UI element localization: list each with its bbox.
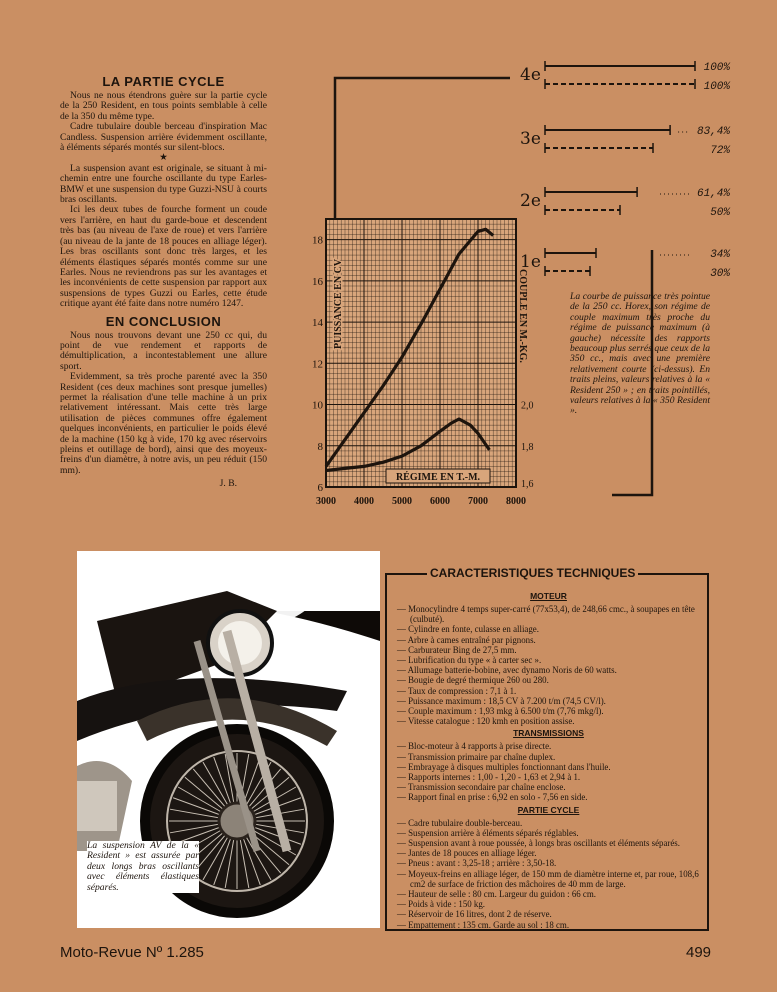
x-tick-label: 4000 [354, 496, 374, 507]
y2-tick-label: 1,8 [521, 441, 534, 453]
section-title-conclusion: EN CONCLUSION [105, 313, 222, 329]
y-axis-label: PUISSANCE EN CV [333, 258, 344, 349]
footer-magazine-issue: Moto-Revue Nº 1.285 [60, 944, 204, 961]
y-tick-label: 10 [312, 399, 323, 412]
spec-item: — Cylindre en fonte, culasse en alliage. [397, 624, 700, 634]
dashed-ratio-label: 30% [710, 268, 730, 280]
solid-ratio-label: 83,4% [696, 126, 730, 138]
gear-label: 3e [520, 129, 541, 149]
specs-cycle-heading: PARTIE CYCLE [517, 804, 580, 815]
footer-page-number: 499 [686, 944, 712, 961]
article-column [60, 74, 267, 489]
spec-item: — Monocylindre 4 temps super-carré (77x53,4), de 248,66 cmc., à soupapes en tête (culbuté). [397, 604, 700, 624]
spec-item: — Vitesse catalogue : 120 kmh en position assise. [397, 716, 700, 726]
chart-caption: La courbe de puissance très pointue de la 250 cc. Horex, son régime de couple maximum très proche du régime de puissance maximum (à gauche) nécessite des rapports beaucoup plus serrés que ceux de la 350 cc., mais avec une première relativement courte (ci-dessus). En traits pleins, valeurs relatives à la « Resident 250 » ; en traits pointillés, valeurs relatives à la « 350 Resident ». [570, 291, 710, 417]
spec-item: — Poids à vide : 150 kg. [397, 899, 700, 909]
spec-item: — Pneus : avant : 3,25-18 ; arrière : 3,50-18. [397, 858, 700, 868]
x-tick-label: 8000 [506, 496, 526, 507]
gear-label: 2e [520, 191, 541, 211]
author-signature: J. B. [219, 478, 237, 490]
x-tick-label: 7000 [468, 496, 488, 507]
motorcycle-photo [77, 551, 380, 928]
spec-item: — Couple maximum : 1,93 mkg à 6.500 t/m (7,76 mkg/l). [397, 706, 700, 716]
spec-item: — Carburateur Bing de 27,5 mm. [397, 645, 700, 655]
gear-ratio-diagram [330, 50, 750, 500]
spec-item: — Empattement : 135 cm. Garde au sol : 18 cm. [397, 920, 700, 930]
spec-item: — Réservoir de 16 litres, dont 2 de réserve. [397, 909, 700, 919]
spec-item: — Bougie de degré thermique 260 ou 280. [397, 675, 700, 685]
spec-item: — Taux de compression : 7,1 à 1. [397, 686, 700, 696]
paragraph: Ici les deux tubes de fourche forment un coude vers l'arrière, en haut du garde-boue et descendent très bas (au niveau de l'axe de roue) et vers l'arrière (au niveau de la jante de 18 pouces en alliage léger). Les bras oscillants sont donc très larges, et les éléments élastiques séparés montés comme sur une Earles. Nous ne reviendrons pas sur les avantages et les inconvénients de cette suspension par rapport aux suspensions de types Guzzi ou Earles, cette étude critique ayant été faite dans notre numéro 1247. [60, 204, 267, 310]
bracket-line [335, 78, 510, 220]
y2-tick-label: 2,0 [521, 400, 534, 412]
spec-item: — Suspension arrière à éléments séparés réglables. [397, 828, 700, 838]
y-tick-label: 18 [312, 234, 323, 247]
specs-moteur-heading: MOTEUR [530, 591, 567, 601]
gear-label: 4e [520, 65, 541, 85]
x-tick-label: 3000 [316, 496, 336, 507]
dashed-ratio-label: 50% [710, 207, 730, 219]
x-tick-label: 5000 [392, 496, 412, 507]
specs-trans-heading: TRANSMISSIONS [513, 728, 584, 739]
specs-box [385, 566, 709, 931]
x-tick-label: 6000 [430, 496, 450, 507]
dashed-ratio-label: 100% [703, 81, 730, 93]
paragraph: ★ [159, 152, 168, 164]
spec-item: — Lubrification du type « à carter sec ». [397, 655, 700, 665]
spec-item: — Rapports internes : 1,00 - 1,20 - 1,63 et 2,94 à 1. [397, 772, 700, 782]
spec-item: — Jantes de 18 pouces en alliage léger. [397, 848, 700, 858]
spec-item: — Arbre à cames entraîné par pignons. [397, 635, 700, 645]
paragraph: Cadre tubulaire double berceau d'inspiration Mac Candless. Suspension arrière évidemment oscillante, à éléments séparés montés sur silent-blocs. [60, 121, 267, 154]
spec-item: — Hauteur de selle : 80 cm. Largeur du guidon : 66 cm. [397, 889, 700, 899]
x-axis-label: RÉGIME EN T.-M. [395, 472, 481, 483]
spec-item: — Moyeux-freins en alliage léger, de 150 mm de diamètre interne et, par roue, 108,6 cm2 de surface de friction des mâchoires de 40 mm de large. [397, 869, 700, 889]
partie-cycle-text [60, 91, 267, 310]
spec-item: — Puissance maximum : 18,5 CV à 7.200 t/m (74,5 CV/l). [397, 696, 700, 706]
y-tick-label: 14 [312, 317, 323, 330]
paragraph: Nous nous trouvons devant une 250 cc qui, du point de vue rendement et rapports de démultiplication, a incontestablement une allure sport. [60, 329, 267, 372]
gear-label: 1e [520, 252, 541, 272]
spec-item: — Rapport final en prise : 6,92 en solo - 7,56 en side. [397, 792, 700, 802]
y2-tick-label: 1,6 [521, 478, 534, 490]
paragraph: La suspension avant est originale, se situant à mi-chemin entre une fourche oscillante du type Earles-BMW et une suspension du type Guzzi-NSU à courts bras oscillants. [60, 162, 267, 206]
dashed-ratio-label: 72% [710, 145, 730, 157]
specs-trans-list [397, 741, 700, 802]
specs-moteur-list [397, 604, 700, 726]
spec-item: — Cadre tubulaire double-berceau. [397, 818, 700, 828]
specs-cycle-list [397, 818, 700, 930]
solid-ratio-label: 61,4% [696, 188, 730, 200]
spec-item: — Transmission primaire par chaîne duplex. [397, 752, 700, 762]
solid-ratio-label: 100% [703, 62, 730, 74]
section-title-partie-cycle: LA PARTIE CYCLE [102, 74, 225, 89]
y-tick-label: 8 [317, 440, 323, 453]
y-tick-label: 12 [312, 358, 323, 371]
spec-item: — Embrayage à disques multiples fonctionnant dans l'huile. [397, 762, 700, 772]
specs-title: CARACTERISTIQUES TECHNIQUES [427, 566, 638, 580]
spec-item: — Bloc-moteur à 4 rapports à prise directe. [397, 741, 700, 751]
conclusion-text [60, 331, 267, 477]
y-tick-label: 16 [312, 275, 323, 288]
spec-item: — Allumage batterie-bobine, avec dynamo Noris de 60 watts. [397, 665, 700, 675]
photo-caption: La suspension AV de la « Resident » est assurée par deux longs bras oscillants avec éléments élastiques séparés. [87, 840, 199, 893]
solid-ratio-label: 34% [710, 249, 730, 261]
paragraph: Nous ne nous étendrons guère sur la partie cycle de la 250 Resident, en tous points semblable à celle de la 350 du même type. [60, 90, 267, 122]
spec-item: — Transmission secondaire par chaîne enclose. [397, 782, 700, 792]
paragraph: Evidemment, sa très proche parenté avec la 350 Resident (ces deux machines sont presque jumelles) permet la réalisation d'une telle machine à un prix relativement intéressant. Mais cette très large utilisation de pièces communes offre également quelques inconvénients, en particulier le poids élevé de la machine (150 kg à vide, 170 kg avec réservoirs pleins et outillage de bord), ainsi que des moyeux-freins d'un diamètre, à notre avis, un peu réduit (150 mm). [60, 371, 267, 476]
y-tick-label: 6 [317, 482, 323, 494]
spec-item: — Suspension avant à roue poussée, à longs bras oscillants et éléments séparés. [397, 838, 700, 848]
y2-axis-label: COUPLE EN M.-KG. [517, 269, 528, 363]
